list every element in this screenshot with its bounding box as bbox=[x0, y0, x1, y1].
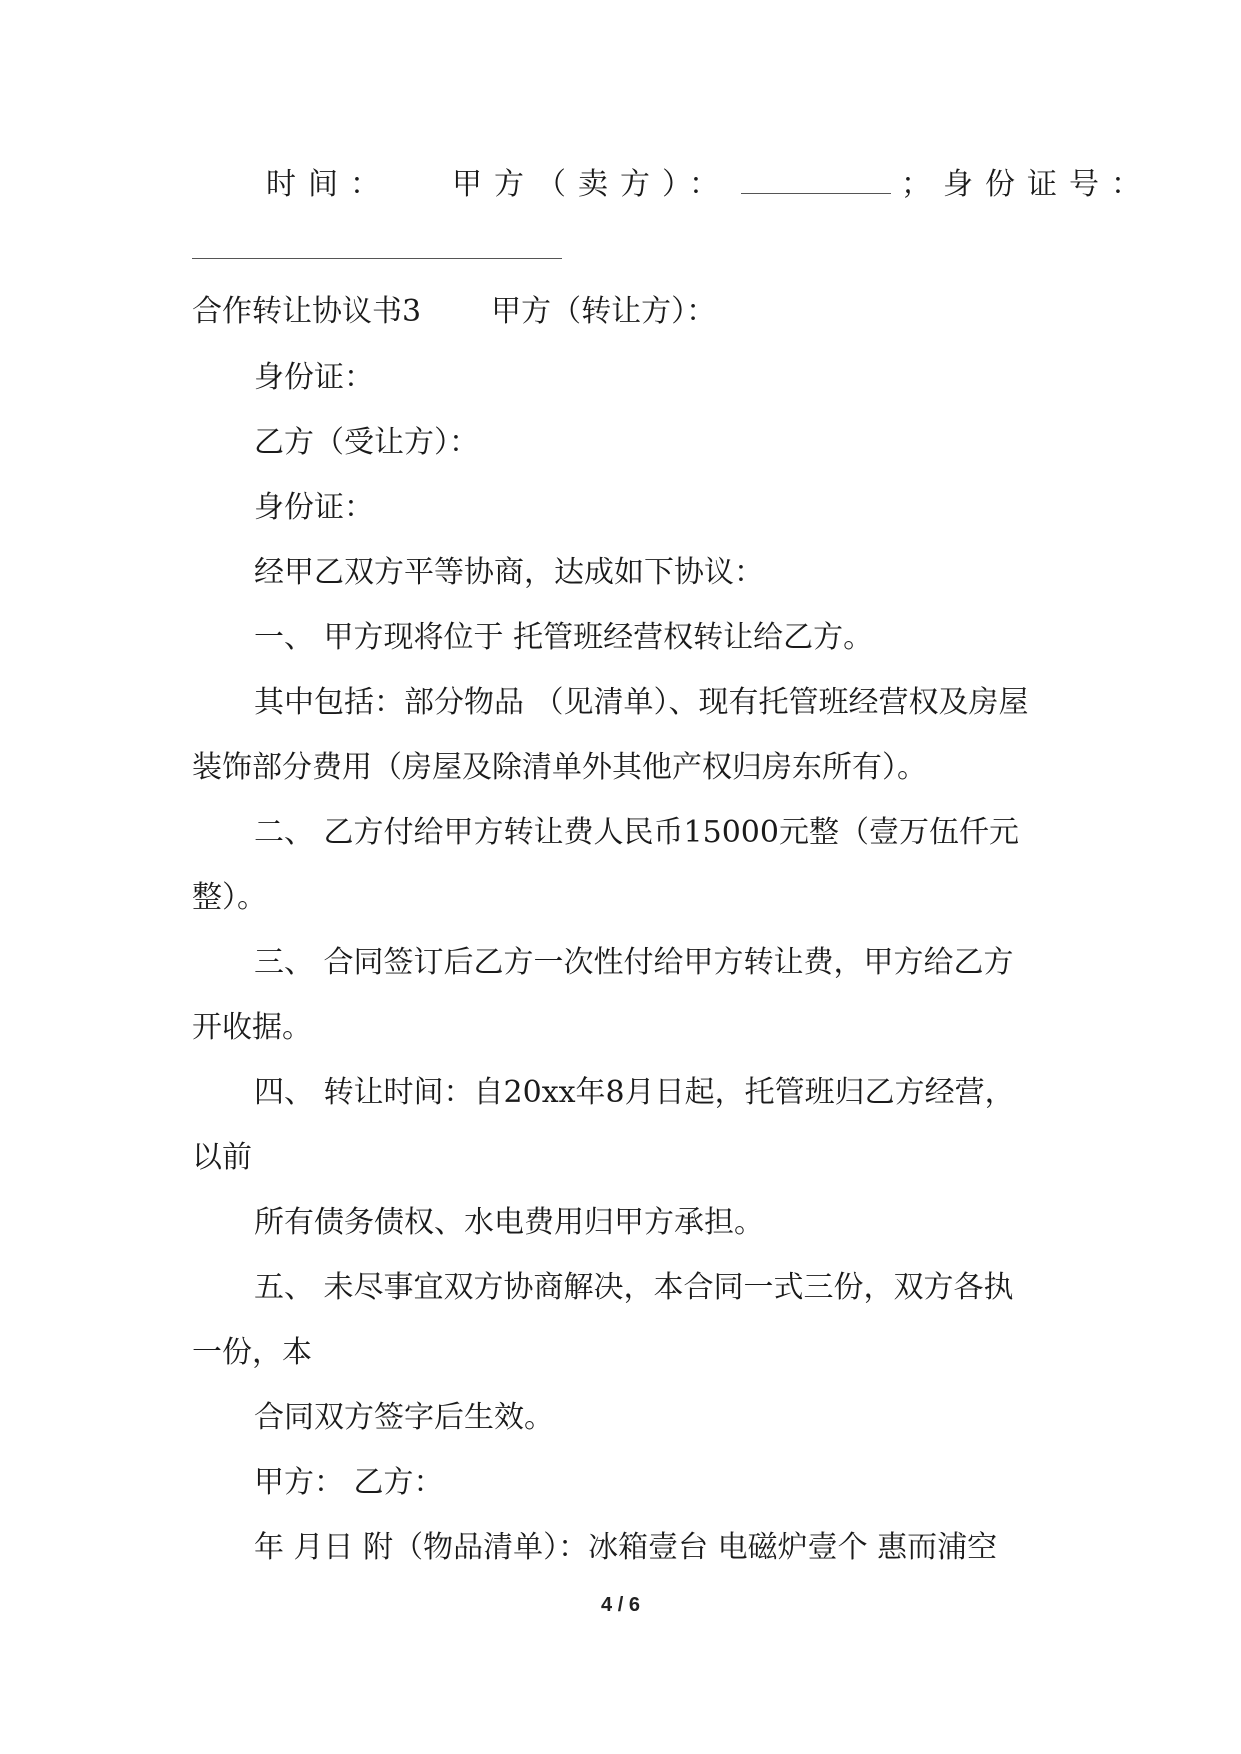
clause-1: 一、 甲方现将位于 托管班经营权转让给乙方。 bbox=[254, 620, 874, 655]
clause-3-line-1: 三、 合同签订后乙方一次性付给甲方转让费，甲方给乙方 bbox=[254, 945, 1014, 980]
signatures-line: 甲方： 乙方： bbox=[254, 1465, 444, 1500]
party-a-name-blank bbox=[741, 167, 891, 194]
page-number: 4 / 6 bbox=[601, 1594, 640, 1616]
separator: ； bbox=[901, 167, 943, 202]
id-number-blank bbox=[192, 258, 562, 259]
clause-1-detail-1: 其中包括：部分物品 （见清单）、现有托管班经营权及房屋 bbox=[254, 685, 1029, 720]
header-line bbox=[266, 165, 1153, 205]
party-b-line: 乙方（受让方）： bbox=[254, 425, 479, 460]
party-a-seller-label: 甲方（卖方）： bbox=[452, 167, 731, 202]
intro-line: 经甲乙双方平等协商，达成如下协议： bbox=[254, 555, 764, 590]
id-card-a-line: 身份证： bbox=[254, 360, 374, 395]
clause-5-line-1: 五、 未尽事宜双方协商解决，本合同一式三份，双方各执 bbox=[254, 1270, 1014, 1305]
date-attachment-line: 年 月日 附（物品清单）：冰箱壹台 电磁炉壹个 惠而浦空 bbox=[254, 1530, 998, 1565]
id-card-b-line: 身份证： bbox=[254, 490, 374, 525]
clause-2-line-1: 二、 乙方付给甲方转让费人民币15000元整（壹万伍仟元 bbox=[254, 815, 1019, 850]
clause-1-detail-2: 装饰部分费用（房屋及除清单外其他产权归房东所有）。 bbox=[192, 750, 927, 785]
clause-5-line-3: 合同双方签字后生效。 bbox=[254, 1400, 554, 1435]
document-title: 合作转让协议书3 bbox=[192, 294, 422, 329]
clause-4-line-3: 所有债务债权、水电费用归甲方承担。 bbox=[254, 1205, 764, 1240]
clause-2-line-2: 整）。 bbox=[192, 880, 267, 915]
party-a-transferor-label: 甲方（转让方）： bbox=[491, 294, 717, 329]
clause-5-line-2: 一份，本 bbox=[192, 1335, 312, 1370]
clause-3-line-2: 开收据。 bbox=[192, 1010, 312, 1045]
clause-4-line-1: 四、 转让时间：自20xx年8月日起，托管班归乙方经营， bbox=[254, 1075, 1015, 1110]
clause-4-line-2: 以前 bbox=[192, 1140, 252, 1175]
id-number-label: 身份证号： bbox=[943, 167, 1153, 202]
time-label: 时间： bbox=[266, 167, 392, 202]
title-line bbox=[192, 292, 1052, 332]
